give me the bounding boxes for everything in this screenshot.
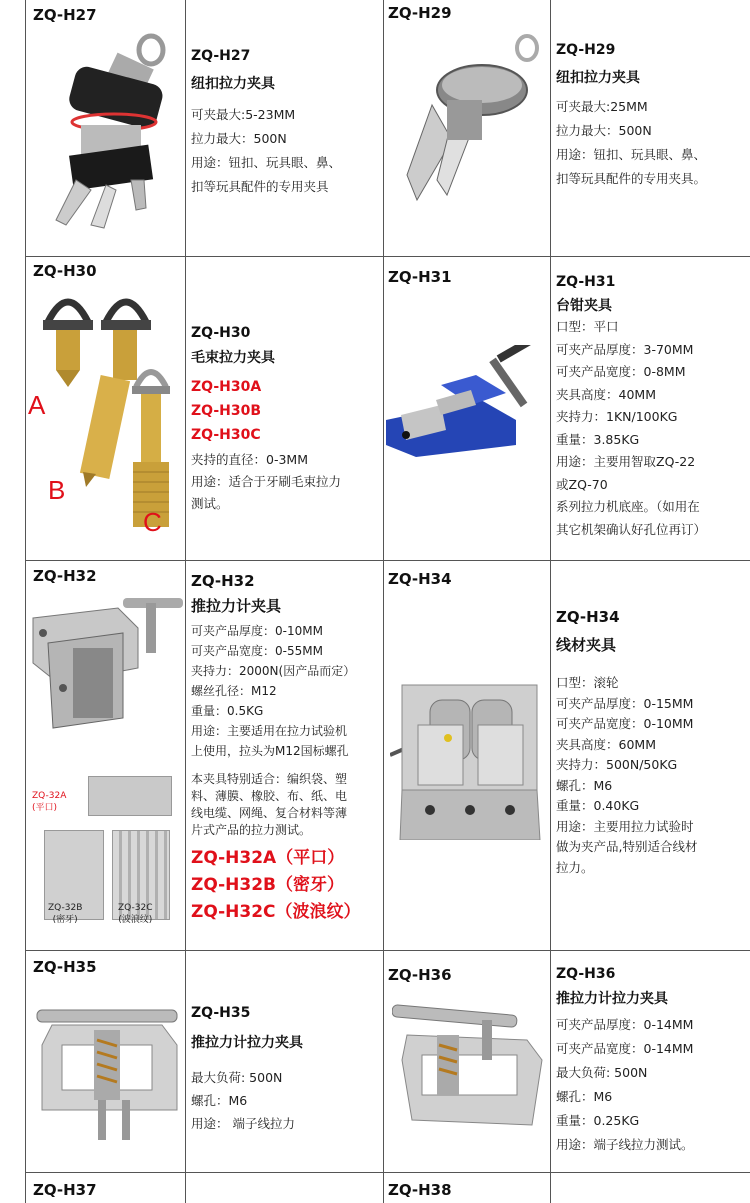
spec-line: 螺孔：M6: [556, 777, 613, 793]
spec-line: 最大负荷: 500N: [556, 1065, 648, 1080]
grid-line: [550, 0, 551, 1203]
product-info-zq-h32: [191, 572, 383, 926]
variant-code: ZQ-H30C: [191, 427, 261, 443]
spec-line: 夹持力：2000N(因产品而定）: [191, 664, 356, 678]
variant-code: ZQ-H30B: [191, 403, 261, 419]
spec-list: [556, 95, 748, 191]
spec-line: 用途：钮扣、玩具眼、鼻、: [556, 147, 707, 162]
product-code: ZQ-H31: [556, 274, 616, 290]
product-name: 推拉力计拉力夹具: [556, 991, 668, 1007]
spec-line: 可夹产品宽度：0-14MM: [556, 1041, 694, 1056]
product-code: ZQ-H32: [191, 572, 255, 590]
spec-line: 夹持力：1KN/100KG: [556, 409, 678, 424]
spec-list: [191, 1066, 383, 1135]
grid-line: [25, 0, 26, 1203]
product-code-image-label: ZQ-H27: [33, 6, 97, 24]
product-code: ZQ-H36: [556, 966, 616, 982]
product-code-image-label: ZQ-H31: [388, 268, 452, 286]
product-code: ZQ-H29: [556, 42, 616, 58]
product-info-zq-h36: [556, 966, 749, 1157]
wire-clamp-image: [390, 680, 548, 840]
spec-line: 可夹产品厚度：0-15MM: [556, 695, 694, 711]
push-pull-terminal-clamp-image: [392, 1000, 547, 1130]
spec-line: 其它机架确认好孔位再订）: [556, 521, 707, 537]
spec-line: 可夹最大:25MM: [556, 99, 648, 114]
spec-line: 上使用，拉头为M12国标螺孔: [191, 744, 349, 758]
grid-line: [185, 0, 186, 1203]
spec-line: 或ZQ-70: [556, 476, 608, 492]
spec-line: 可夹产品厚度：0-10MM: [191, 624, 323, 638]
spec-line: 拉力。: [556, 859, 594, 875]
spec-line: 夹具高度：40MM: [556, 386, 656, 402]
product-code-image-label: ZQ-H36: [388, 966, 452, 984]
spec-line: 口型：平口: [556, 319, 619, 334]
jaw-types-inset: [28, 762, 183, 930]
spec-line: 螺孔：M6: [556, 1089, 613, 1104]
product-code-image-label: ZQ-H32: [33, 567, 97, 585]
spec-list: [556, 316, 749, 541]
variant-code: ZQ-H32A（平口）: [191, 848, 345, 868]
spec-line: 重量：0.40KG: [556, 798, 640, 813]
product-code-image-label: ZQ-H29: [388, 4, 452, 22]
spec-line: 口型：滚轮: [556, 675, 619, 690]
spec-line: 用途： 端子线拉力: [191, 1116, 295, 1131]
spec-list: [191, 103, 381, 199]
push-pull-gauge-clamp-image: [28, 588, 183, 738]
product-name: 纽扣拉力夹具: [191, 76, 275, 92]
variant-code: ZQ-H32C（波浪纹）: [191, 902, 361, 922]
spec-line: 螺孔：M6: [191, 1093, 248, 1108]
spec-line: 测试。: [191, 496, 229, 511]
spec-line: 夹具高度：60MM: [556, 736, 656, 752]
variant-letter-a: A: [28, 390, 46, 420]
variant-letter-b: B: [48, 475, 66, 505]
spec-list: [556, 673, 749, 878]
inset-label-32b: ZQ-32B (密牙): [48, 903, 83, 925]
spec-line: 夹持力：500N/50KG: [556, 757, 678, 772]
spec-line: 可夹产品厚度：0-14MM: [556, 1017, 694, 1032]
spec-line: 系列拉力机底座。（如用在: [556, 499, 700, 514]
spec-line: 可夹产品宽度：0-10MM: [556, 716, 694, 731]
product-info-zq-h27: [191, 48, 381, 199]
spec-list: [191, 621, 383, 761]
product-code: ZQ-H34: [556, 608, 620, 626]
bench-vise-image: [386, 345, 548, 460]
variant-list: [191, 375, 381, 447]
product-code-image-label: ZQ-H38: [388, 1181, 452, 1199]
inset-label-32c: ZQ-32C (波浪纹): [118, 903, 153, 925]
product-name: 推拉力计拉力夹具: [191, 1035, 303, 1051]
spec-line: 重量：0.5KG: [191, 704, 264, 718]
product-info-zq-h29: [556, 42, 748, 191]
variant-list: [191, 845, 383, 926]
note-line: 线电缆、网绳、复合材料等薄: [191, 806, 348, 820]
product-info-zq-h31: [556, 274, 749, 541]
product-info-zq-h30: [191, 325, 381, 515]
note-line: 本夹具特别适合：编织袋、塑: [191, 772, 348, 786]
spec-line: 可夹产品宽度：0-55MM: [191, 644, 323, 658]
product-name: 推拉力计夹具: [191, 597, 282, 615]
product-code: ZQ-H35: [191, 1005, 251, 1021]
grid-line: [25, 950, 750, 951]
product-info-zq-h35: [191, 1005, 383, 1135]
variant-letter-c: C: [143, 507, 162, 537]
product-info-zq-h34: [556, 608, 749, 878]
product-code: ZQ-H30: [191, 325, 251, 341]
grid-line: [25, 560, 750, 561]
spec-line: 用途：主要适用在拉力试验机: [191, 724, 348, 738]
note-line: 片式产品的拉力测试。: [191, 823, 312, 837]
spec-line: 重量：0.25KG: [556, 1113, 640, 1128]
spec-line: 重量：3.85KG: [556, 431, 640, 447]
spec-line: 最大负荷: 500N: [191, 1070, 283, 1085]
product-code-image-label: ZQ-H34: [388, 570, 452, 588]
spec-line: 用途：主要用拉力试验时: [556, 818, 694, 834]
spec-line: 扣等玩具配件的专用夹具: [191, 179, 329, 194]
terminal-wire-clamp-image: [32, 1000, 182, 1145]
spec-line: 螺丝孔径：M12: [191, 684, 277, 698]
note-line: 料、薄膜、橡胶、布、纸、电: [191, 789, 348, 803]
product-code-image-label: ZQ-H30: [33, 262, 97, 280]
spec-list: [556, 1013, 749, 1157]
grid-line: [383, 0, 384, 1203]
spec-line: 拉力最大：500N: [556, 123, 652, 138]
spec-line: 可夹产品宽度：0-8MM: [556, 364, 686, 379]
spec-line: 拉力最大：500N: [191, 131, 287, 146]
button-clamp-image: [36, 30, 176, 240]
spec-line: 可夹最大:5-23MM: [191, 107, 296, 122]
spec-line: 可夹产品厚度：3-70MM: [556, 341, 694, 357]
product-code-image-label: ZQ-H37: [33, 1181, 97, 1199]
inset-label-32a: ZQ-32A (平口): [32, 791, 67, 813]
product-name: 毛束拉力夹具: [191, 350, 275, 366]
application-note: [191, 771, 383, 839]
spec-line: 夹持的直径：0-3MM: [191, 452, 308, 467]
variant-code: ZQ-H32B（密牙）: [191, 875, 344, 895]
product-code: ZQ-H27: [191, 48, 251, 64]
spec-line: 用途：适合于牙刷毛束拉力: [191, 474, 342, 489]
product-code-image-label: ZQ-H35: [33, 958, 97, 976]
product-name: 台钳夹具: [556, 298, 612, 314]
spec-list: [191, 449, 381, 515]
grid-line: [25, 256, 750, 257]
grid-line: [25, 1172, 750, 1173]
product-name: 纽扣拉力夹具: [556, 70, 640, 86]
spec-line: 用途：主要用智取ZQ-22: [556, 454, 696, 469]
spec-line: 用途：端子线拉力测试。: [556, 1137, 694, 1152]
spec-line: 做为夹产品,特别适合线材: [556, 839, 698, 854]
spec-line: 用途：钮扣、玩具眼、鼻、: [191, 155, 342, 170]
spec-line: 扣等玩具配件的专用夹具。: [556, 171, 707, 186]
variant-code: ZQ-H30A: [191, 379, 262, 395]
product-name: 线材夹具: [556, 636, 617, 654]
button-clamp-h29-image: [392, 30, 547, 210]
